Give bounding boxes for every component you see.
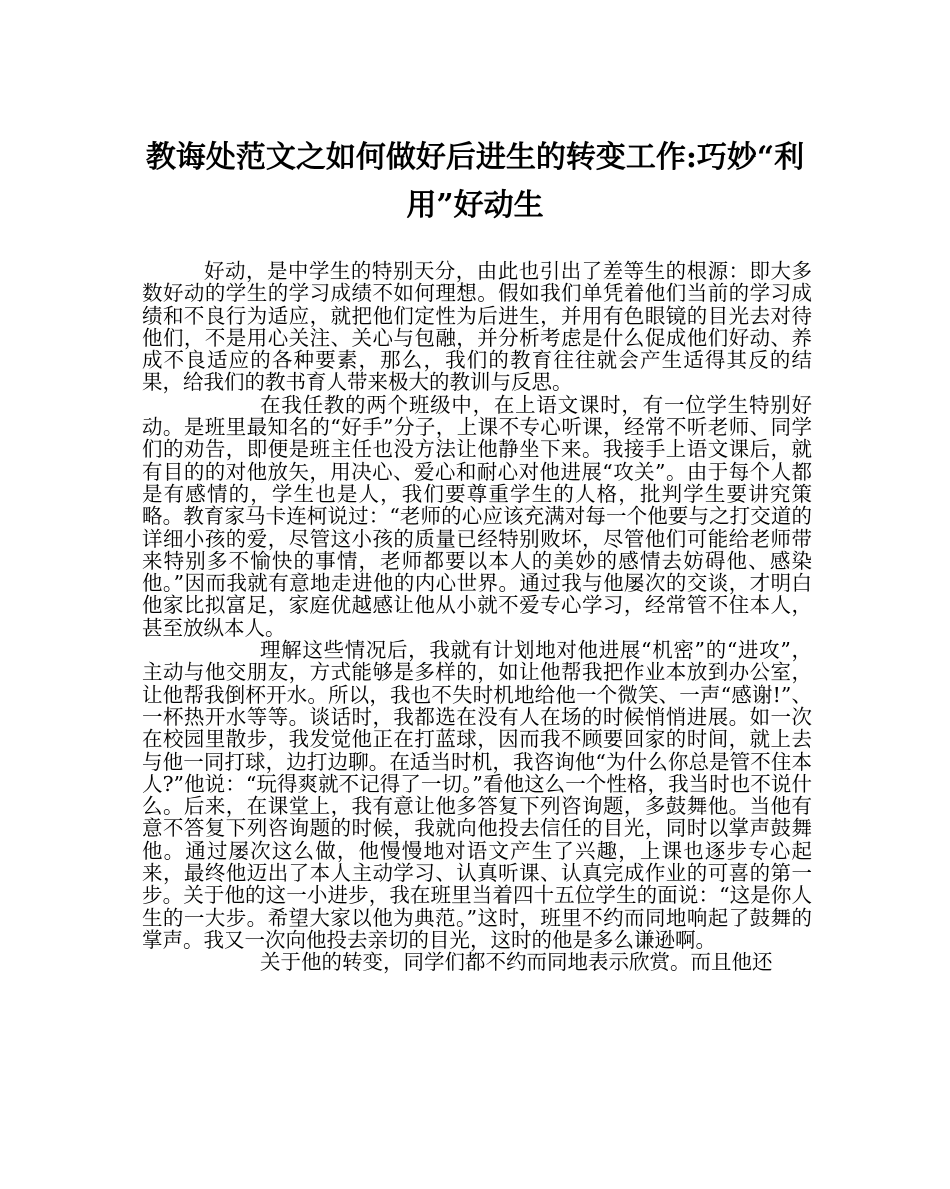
- paragraph-4: 关于他的转变，同学们都不约而同地表示欣赏。而且他还: [260, 950, 773, 975]
- paragraph-2: 在我任教的两个班级中，在上语文课时，有一位学生特别好动。是班里最知名的“好手”分子，上课不专心听课，经常不听老师、同学们的劝告，即便是班主任也没方法让他静坐下来。我接手上语文课后，就有目的的对他放矢，用决心、爱心和耐心对他进展“攻关”。由于每个人都是有感情的，学生也是人，我们要尊重学生的人格，批判学生要讲究策略。教育家马卡连柯说过：“老师的心应该充满对每一个他要与之打交道的详细小孩的爱，尽管这小孩的质量已经特别败坏，尽管他们可能给老师带来特别多不愉快的事情，老师都要以本人的美妙的感情去妨碍他、感染他。”因而我就有意地走进他的内心世界。通过我与他屡次的交谈，才明白他家比拟富足，家庭优越感让他从小就不爱专心学习，经常管不住本人，甚至放纵本人。: [142, 392, 812, 640]
- document-body: [142, 260, 812, 974]
- document-title: 教诲处范文之如何做好后进生的转变工作:巧妙“利用”好动生: [145, 140, 805, 223]
- paragraph-1: 好动，是中学生的特别天分，由此也引出了差等生的根源：即大多数好动的学生的学习成绩不如何理想。假如我们单凭着他们当前的学习成绩和不良行为适应，就把他们定性为后进生，并用有色眼镜的目光去对待他们，不是用心关注、关心与包融，并分析考虑是什么促成他们好动、养成不良适应的各种要素，那么，我们的教育往往就会产生适得其反的结果，给我们的教书育人带来极大的教训与反思。: [142, 259, 812, 395]
- paragraph-3: 理解这些情况后，我就有计划地对他进展“机密”的“进攻”，主动与他交朋友，方式能够是多样的，如让他帮我把作业本放到办公室，让他帮我倒杯开水。所以，我也不失时机地给他一个微笑、一声“感谢!”、一杯热开水等等。谈话时，我都选在没有人在场的时候悄悄进展。如一次在校园里散步，我发觉他正在打蓝球，因而我不顾要回家的时间，就上去与他一同打球，边打边聊。在适当时机，我咨询他“为什么你总是管不住本人?”他说：“玩得爽就不记得了一切。”看他这么一个性格，我当时也不说什么。后来，在课堂上，我有意让他多答复下列咨询题，多鼓舞他。当他有意不答复下列咨询题的时候，我就向他投去信任的目光，同时以掌声鼓舞他。通过屡次这么做，他慢慢地对语文产生了兴趣，上课也逐步专心起来，最终他迈出了本人主动学习、认真听课、认真完成作业的可喜的第一步。关于他的这一小进步，我在班里当着四十五位学生的面说：“这是你人生的一大步。希望大家以他为典范。”这时，班里不约而同地响起了鼓舞的掌声。我又一次向他投去亲切的目光，这时的他是多么谦逊啊。: [142, 638, 812, 952]
